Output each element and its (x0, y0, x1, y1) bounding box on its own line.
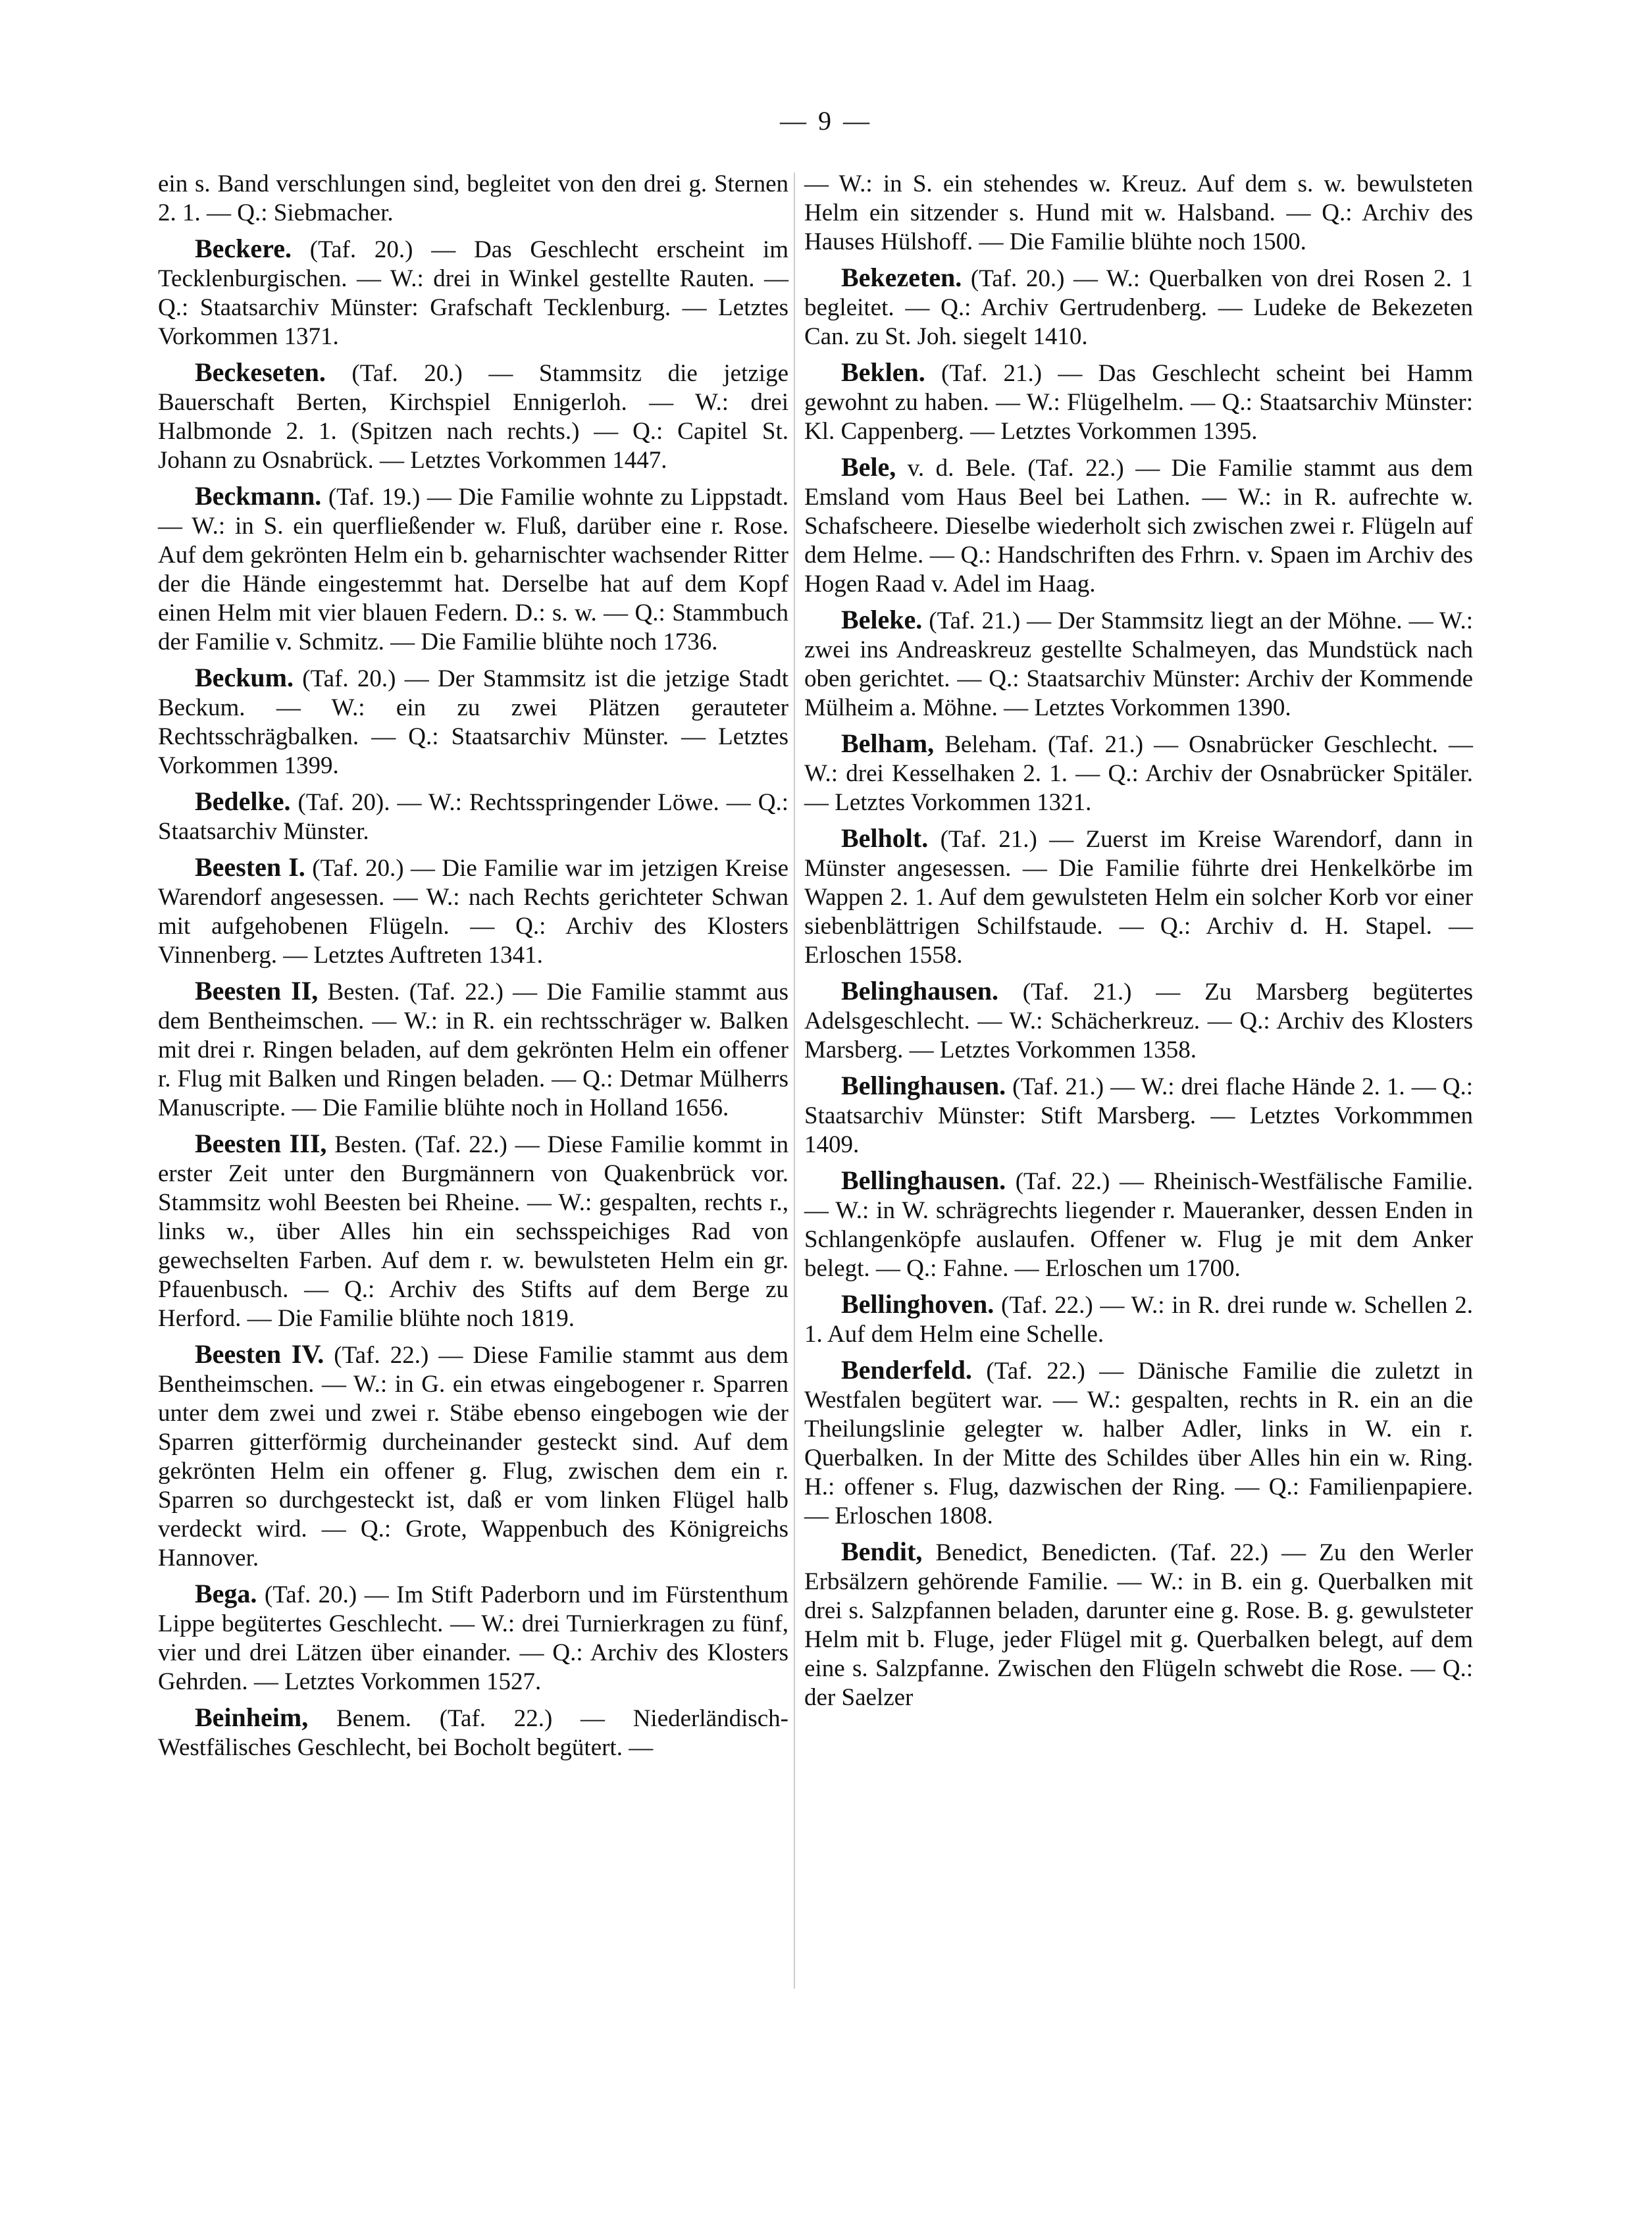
entry (158, 234, 788, 351)
entry-text: (Taf. 19.) — Die Familie wohnte zu Lippstadt. — W.: in S. ein querfließender w. Fluß, darüber eine r. Rose. Auf dem gekrönten Helm ein b. geharnischter wachsender Ritter der die Hände eingestemmt hat. Derselbe hat auf dem Kopf einen Helm mit vier blauen Federn. D.: s. w. — Q.: Stammbuch der Familie v. Schmitz. — Die Familie blühte noch 1736. (158, 484, 788, 655)
entry (158, 1703, 788, 1762)
entry-headword: Benderfeld. (841, 1355, 972, 1385)
entry (158, 358, 788, 475)
entry-text: (Taf. 20.) — Die Familie war im jetzigen Kreise Warendorf angesessen. — W.: nach Rechts gerichteter Schwan mit aufgehobenen Flügeln. — Q.: Archiv des Klosters Vinnenberg. — Letztes Auftreten 1341. (158, 855, 789, 969)
entry (804, 453, 1473, 599)
entry-headword: Beckum. (195, 663, 294, 692)
entry-headword: Bellinghausen. (841, 1165, 1006, 1195)
entry-headword: Bellinghausen. (841, 1071, 1006, 1100)
entry (804, 1166, 1473, 1283)
right-column (804, 170, 1473, 1719)
entry (158, 1129, 788, 1333)
entry (158, 1340, 788, 1573)
entry-text: (Taf. 21.) — Das Geschlecht scheint bei Hamm gewohnt zu haben. — W.: Flügelhelm. — Q.: Staatsarchiv Münster: Kl. Cappenberg. — Letztes Vorkommen 1395. (804, 360, 1473, 445)
entry-headword: Beesten III, (195, 1129, 327, 1158)
entry (804, 605, 1473, 723)
entry-headword: Belham, (841, 729, 935, 758)
entry (158, 853, 788, 970)
entry-headword: Beinheim, (195, 1702, 309, 1732)
entry-headword: Beckmann. (195, 481, 322, 511)
entry-text: (Taf. 22.) — W.: in R. drei runde w. Schellen 2. 1. Auf dem Helm eine Schelle. (804, 1292, 1473, 1348)
entry-text: Benedict, Benedicten. (Taf. 22.) — Zu den Werler Erbsälzern gehörende Familie. — W.: in B. ein g. Querbalken mit drei s. Salzpfannen beladen, darunter eine g. Rose. B. g. gewulsteter Helm mit b. Fluge, jeder Flügel mit g. Querbalken belegt, auf dem eine s. Salzpfanne. Zwischen den Flügeln schwebt die Rose. — Q.: der Saelzer (804, 1539, 1473, 1711)
left-column (158, 170, 788, 1769)
entry-text: Beleham. (Taf. 21.) — Osnabrücker Geschlecht. — W.: drei Kesselhaken 2. 1. — Q.: Archiv der Osnabrücker Spitäler. — Letztes Vorkommen 1321. (804, 731, 1473, 816)
entry-text: ein s. Band verschlungen sind, begleitet von den drei g. Sternen 2. 1. — Q.: Siebmacher. (158, 170, 788, 226)
entry (158, 977, 788, 1123)
entry-text: Besten. (Taf. 22.) — Die Familie stammt aus dem Bentheimschen. — W.: in R. ein rechtsschräger w. Balken mit drei r. Ringen beladen, auf dem gekrönten Helm ein offener r. Flug mit Balken und Ringen beladen. — Q.: Detmar Mülherrs Manuscripte. — Die Familie blühte noch in Holland 1656. (158, 979, 788, 1121)
entry-headword: Beklen. (841, 357, 925, 387)
entry (158, 663, 788, 780)
entry-text: (Taf. 21.) — Der Stammsitz liegt an der Möhne. — W.: zwei ins Andreaskreuz gestellte Schalmeyen, das Mundstück nach oben gerichtet. — Q.: Staatsarchiv Münster: Archiv der Kommende Mülheim a. Möhne. — Letztes Vorkommen 1390. (804, 607, 1473, 721)
entry (804, 824, 1473, 970)
entry-text: (Taf. 21.) — Zu Marsberg begütertes Adelsgeschlecht. — W.: Schächerkreuz. — Q.: Archiv des Klosters Marsberg. — Letztes Vorkommen 1358. (804, 979, 1473, 1063)
entry-headword: Belholt. (841, 823, 929, 853)
entry-headword: Bellinghoven. (841, 1289, 994, 1319)
entry-text: — W.: in S. ein stehendes w. Kreuz. Auf dem s. w. bewulsteten Helm ein sitzender s. Hund mit w. Halsband. — Q.: Archiv des Hauses Hülshoff. — Die Familie blühte noch 1500. (804, 170, 1473, 255)
entry-text: (Taf. 22.) — Dänische Familie die zuletzt in Westfalen begütert war. — W.: gespalten, rechts in R. ein an die Theilungslinie gelegter w. halber Adler, links in W. ein r. Querbalken. In der Mitte des Schildes über Alles hin ein w. Ring. H.: offener s. Flug, dazwischen der Ring. — Q.: Familienpapiere. — Erloschen 1808. (804, 1358, 1473, 1529)
entry (804, 1356, 1473, 1531)
entry-headword: Bendit, (841, 1537, 923, 1566)
entry-headword: Bele, (841, 452, 896, 482)
entry-headword: Beckere. (195, 234, 292, 263)
entry-text: v. d. Bele. (Taf. 22.) — Die Familie stammt aus dem Emsland vom Haus Beel bei Lathen. — W.: in R. aufrechte w. Schafscheere. Dieselbe wiederholt sich zwischen zwei r. Flügeln auf dem Helme. — Q.: Handschriften des Frhrn. v. Spaen im Archiv des Hogen Raad v. Adel im Haag. (804, 455, 1473, 598)
entry-text: (Taf. 21.) — Zuerst im Kreise Warendorf, dann in Münster angesessen. — Die Familie führte drei Henkelkörbe im Wappen 2. 1. Auf dem gewulsteten Helm ein solcher Korb vor einer siebenblättrigen Schilfstaude. — Q.: Archiv d. H. Stapel. — Erloschen 1558. (804, 826, 1473, 969)
entry-text: Benem. (Taf. 22.) — Niederländisch-Westfälisches Geschlecht, bei Bocholt begütert. — (158, 1705, 788, 1761)
entry (158, 170, 788, 228)
entry (804, 1071, 1473, 1160)
entry-headword: Beesten I. (195, 852, 305, 882)
entry-text: (Taf. 20.) — Das Geschlecht erscheint im Tecklenburgischen. — W.: drei in Winkel gestellte Rauten. — Q.: Staatsarchiv Münster: Grafschaft Tecklenburg. — Letztes Vorkommen 1371. (158, 236, 788, 350)
entry (804, 170, 1473, 257)
entry-text: (Taf. 21.) — W.: drei flache Hände 2. 1. — Q.: Staatsarchiv Münster: Stift Marsberg. — Letztes Vorkommmen 1409. (804, 1073, 1473, 1158)
entry (804, 977, 1473, 1065)
entry (158, 482, 788, 657)
entry (804, 358, 1473, 446)
entry (804, 729, 1473, 817)
entry-headword: Beesten II, (195, 976, 319, 1006)
entry (804, 1290, 1473, 1349)
entry (158, 787, 788, 846)
entry-text: (Taf. 20.) — Der Stammsitz ist die jetzige Stadt Beckum. — W.: ein zu zwei Plätzen gerauteter Rechtsschrägbalken. — Q.: Staatsarchiv Münster. — Letztes Vorkommen 1399. (158, 665, 788, 779)
entry (158, 1579, 788, 1697)
entry (804, 263, 1473, 351)
entry-headword: Beckeseten. (195, 357, 326, 387)
entry-headword: Bekezeten. (841, 263, 962, 292)
entry-headword: Beleke. (841, 605, 923, 634)
page-number: — 9 — (780, 106, 872, 136)
entry-text: (Taf. 22.) — Rheinisch-Westfälische Familie. — W.: in W. schrägrechts liegender r. Maueranker, dessen Enden in Schlangenköpfe auslaufen. Offener w. Flug je mit dem Anker belegt. — Q.: Fahne. — Erloschen um 1700. (804, 1168, 1473, 1282)
entry-headword: Bedelke. (195, 786, 291, 816)
entry-text: (Taf. 20.) — W.: Querbalken von drei Rosen 2. 1 begleitet. — Q.: Archiv Gertrudenberg. — Ludeke de Bekezeten Can. zu St. Joh. siegelt 1410. (804, 265, 1473, 350)
entry (804, 1537, 1473, 1712)
entry-text: (Taf. 20.) — Stammsitz die jetzige Bauerschaft Berten, Kirchspiel Ennigerloh. — W.: drei Halbmonde 2. 1. (Spitzen nach rechts.) — Q.: Capitel St. Johann zu Osnabrück. — Letztes Vorkommen 1447. (158, 360, 788, 474)
entry-headword: Beesten IV. (195, 1339, 324, 1369)
entry-text: Besten. (Taf. 22.) — Diese Familie kommt in erster Zeit unter den Burgmännern von Quakenbrück vor. Stammsitz wohl Beesten bei Rheine. — W.: gespalten, rechts r., links w., über Alles hin ein sechsspeichiges Rad von gewechselten Farben. Auf dem r. w. bewulsteten Helm ein gr. Pfauenbusch. — Q.: Archiv des Stifts auf dem Berge zu Herford. — Die Familie blühte noch 1819. (158, 1131, 788, 1332)
column-divider (794, 172, 795, 1989)
entry-text: (Taf. 20.) — Im Stift Paderborn und im Fürstenthum Lippe begütertes Geschlecht. — W.: drei Turnierkragen zu fünf, vier und drei Lätzen über einander. — Q.: Archiv des Klosters Gehrden. — Letztes Vorkommen 1527. (158, 1581, 788, 1695)
entry-headword: Belinghausen. (841, 976, 998, 1006)
entry-text: (Taf. 22.) — Diese Familie stammt aus dem Bentheimschen. — W.: in G. ein etwas eingebogener r. Sparren unter dem zwei und zwei r. Stäbe ebenso eingebogen wie der Sparren gitterförmig durcheinander gesteckt sind. Auf dem gekrönten Helm ein offener g. Flug, zwischen dem ein r. Sparren so durchgesteckt ist, daß er vom linken Flügel halb verdeckt wird. — Q.: Grote, Wappenbuch des Königreichs Hannover. (158, 1342, 788, 1572)
entry-text: (Taf. 20). — W.: Rechtsspringender Löwe. — Q.: Staatsarchiv Münster. (158, 789, 788, 845)
entry-headword: Bega. (195, 1579, 257, 1608)
